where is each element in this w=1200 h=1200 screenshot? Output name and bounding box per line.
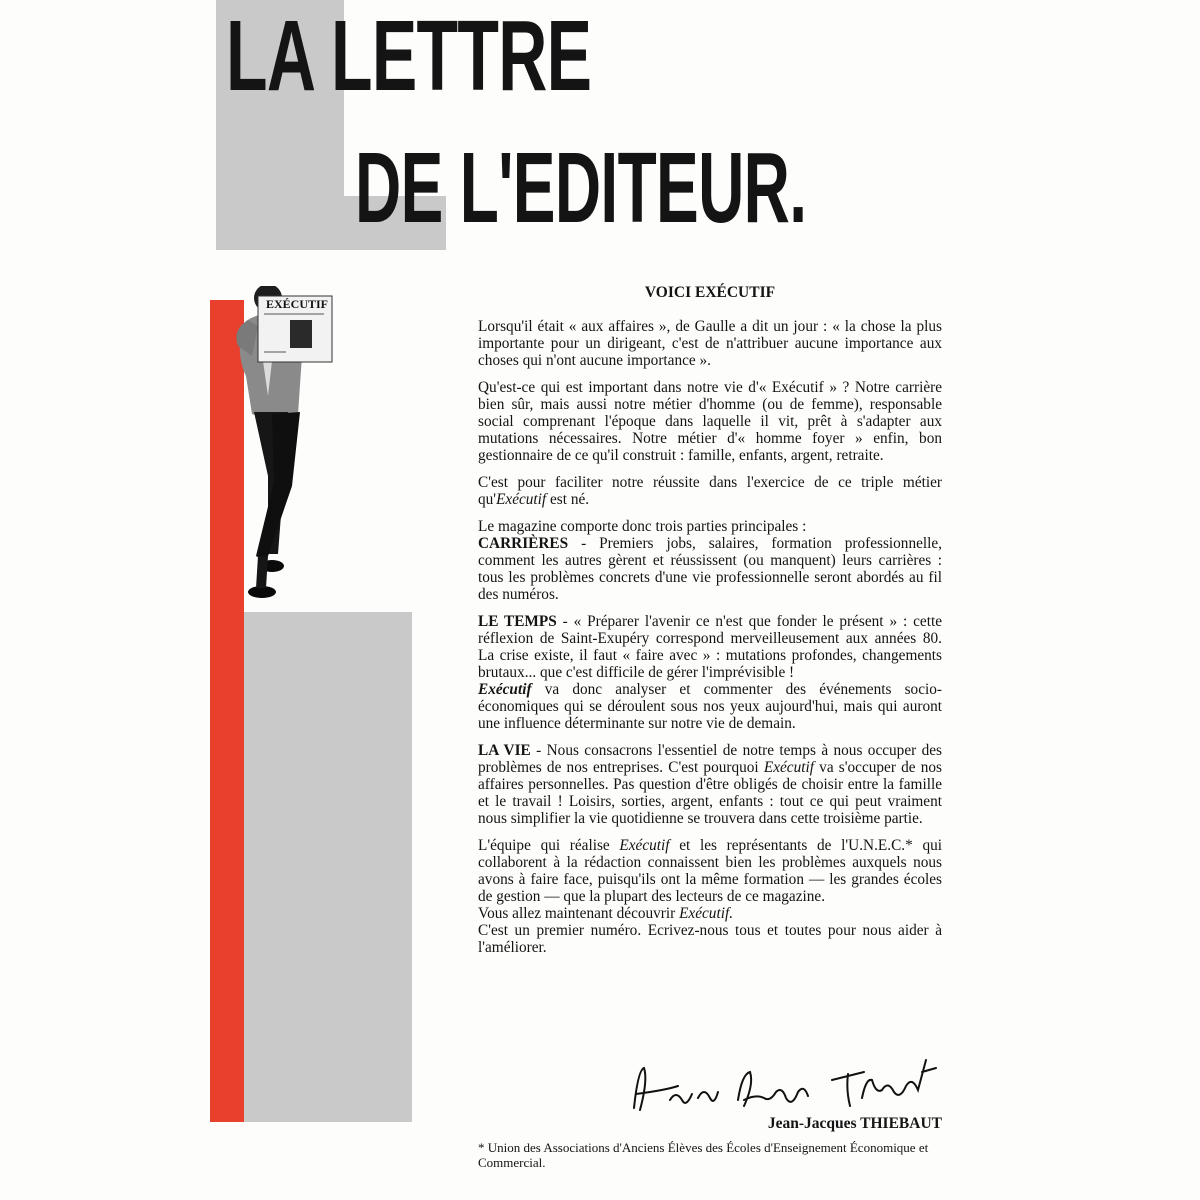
section-label-carrieres: CARRIÈRES xyxy=(478,535,569,552)
editor-letter-article xyxy=(478,284,942,966)
magazine-name-ref: Exécutif xyxy=(496,491,547,508)
section-label-la-vie: LA VIE xyxy=(478,742,531,759)
magazine-cover-title: EXÉCUTIF xyxy=(266,297,329,311)
section-la-vie xyxy=(478,742,942,827)
article-heading: VOICI EXÉCUTIF xyxy=(644,284,776,301)
paragraph-3 xyxy=(478,474,942,508)
footnote: * Union des Associations d'Anciens Élèves des Écoles d'Enseignement Économique et Commercial. xyxy=(478,1140,929,1170)
magazine-name-ref: Exécutif. xyxy=(679,905,734,922)
magazine-name-ref: Exécutif xyxy=(478,681,532,698)
magazine-name-ref: Exécutif xyxy=(763,759,814,776)
section-text-le-temps-2: va donc analyser et commenter des événements socio-économiques qui se déroulent sous nos yeux aujourd'hui, mais qui auront une influence déterminante sur notre vie de demain. xyxy=(478,681,942,732)
paragraph-4-intro: Le magazine comporte donc trois parties principales : xyxy=(478,518,807,535)
paragraph-2: Qu'est-ce qui est important dans notre vie d'« Exécutif » ? Notre carrière bien sûr, mais aussi notre métier d'homme (ou de femme), responsable social comprenant l'époque dans laquelle il vit, prêt à s'adapter aux mutations nécessaires. Notre métier d'« homme foyer » enfin, bon gestionnaire de ce qu'il construit : famille, enfants, argent, retraite. xyxy=(478,379,942,464)
paragraph-8 xyxy=(478,905,942,922)
paragraph-3-text-b: est né. xyxy=(546,491,590,508)
man-reading-magazine-photo xyxy=(228,286,348,616)
section-label-le-temps: LE TEMPS xyxy=(478,613,557,630)
paragraph-3-text-a: C'est pour faciliter notre réussite dans l'exercice de ce triple métier qu' xyxy=(478,474,942,508)
section-text-la-vie-b: va s'occuper de nos affaires personnelles. Pas question d'être obligés de choisir entre la famille et le travail ! Loisirs, sorties, argent, enfants : tout ce qui peut vraiment nous simplifier la vie quotidienne se trouvera dans cette troisième partie. xyxy=(478,759,943,827)
paragraph-1: Lorsqu'il était « aux affaires », de Gaulle a dit un jour : « la chose la plus importante pour un dirigeant, c'est de n'attribuer aucune importance aux choses qui n'ont aucune importance ». xyxy=(478,318,942,369)
section-text-la-vie-a: - Nous consacrons l'essentiel de notre temps à nous occuper des problèmes de nos entreprises. C'est pourquoi xyxy=(478,742,942,776)
section-text-le-temps: - « Préparer l'avenir ce n'est que fonder le présent » : cette réflexion de Saint-Exupéry correspond merveilleusement aux années 80. La crise existe, il faut « faire avec » : mutations profondes, changements brutaux... que c'est difficile de gérer l'imprévisible ! xyxy=(478,613,942,681)
magazine-name-ref: Exécutif xyxy=(619,837,670,854)
paragraph-8-text: Vous allez maintenant découvrir xyxy=(478,905,680,922)
paragraph-7 xyxy=(478,837,942,905)
paragraph-9: C'est un premier numéro. Ecrivez-nous tous et toutes pour nous aider à l'améliorer. xyxy=(478,922,942,956)
grey-decor-block-bottom xyxy=(216,612,412,1122)
section-carrieres xyxy=(478,535,942,603)
author-name: Jean-Jacques THIEBAUT xyxy=(767,1115,942,1132)
handwritten-signature xyxy=(626,1050,946,1122)
page-title-line-2: DE L'EDITEUR. xyxy=(355,132,807,244)
paragraph-7-text-a: L'équipe qui réalise xyxy=(478,837,620,854)
section-le-temps xyxy=(478,613,942,681)
page-title-line-1: LA LETTRE xyxy=(226,0,592,112)
paragraph-7-text-b: et les représentants de l'U.N.E.C.* qui collaborent à la rédaction connaissent bien les problèmes auxquels nous avons à faire face, puisqu'ils ont la même formation — les grandes écoles de gestion — que la plupart des lecteurs de ce magazine. xyxy=(478,837,942,905)
section-le-temps-continued xyxy=(478,681,942,732)
section-text-carrieres: - Premiers jobs, salaires, formation professionnelle, comment les autres gèrent et réussissent (ou manquent) leurs carrières : tous les problèmes concrets d'une vie professionnelle seront abordés au fil des numéros. xyxy=(478,535,942,603)
